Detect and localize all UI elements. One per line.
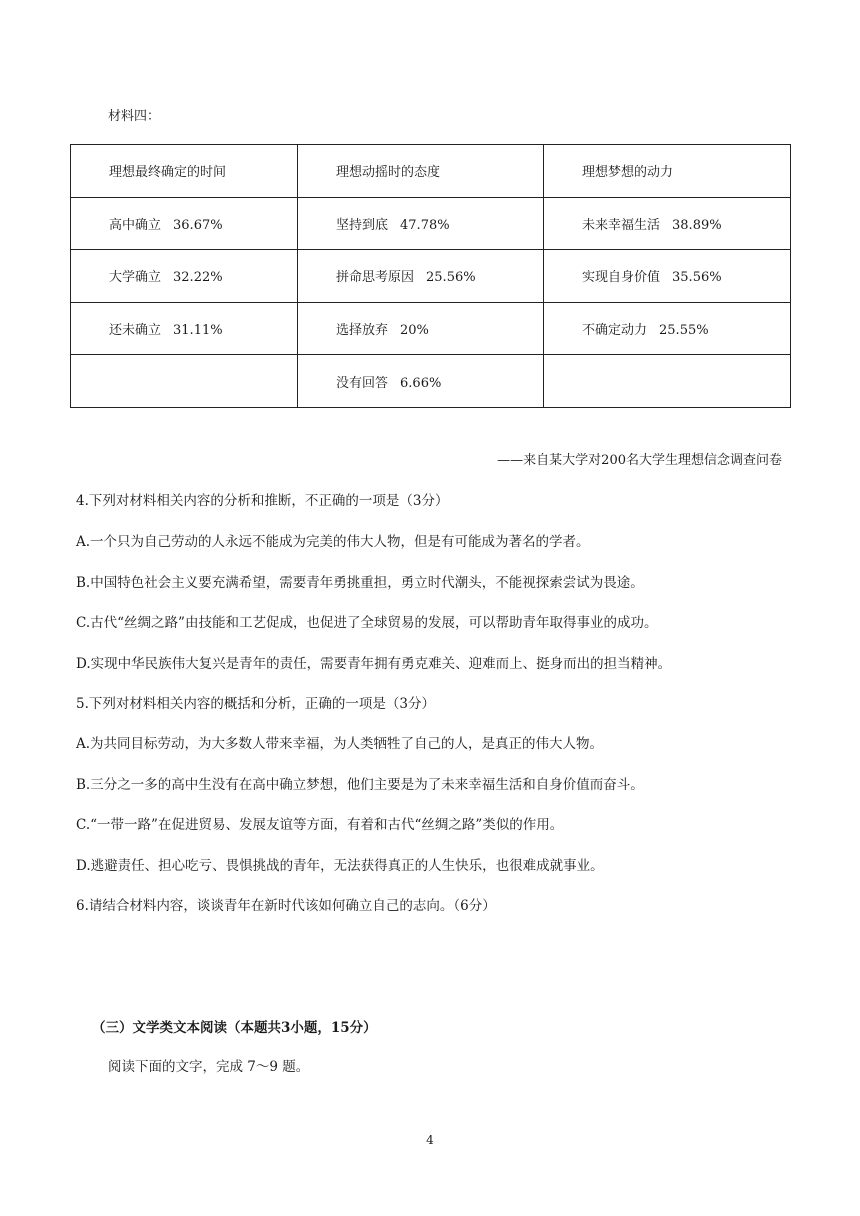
table-row bbox=[71, 197, 791, 250]
question-4-stem: 4.下列对材料相关内容的分析和推断，不正确的一项是（3分） bbox=[76, 493, 449, 509]
cell-text: 拼命思考原因 bbox=[336, 270, 415, 286]
table-source: ——来自某大学对200名大学生理想信念调查问卷 bbox=[497, 453, 782, 468]
reading-instruction: 阅读下面的文字，完成 7～9 题。 bbox=[108, 1059, 310, 1075]
question-5-option-b: B.三分之一多的高中生没有在高中确立梦想，他们主要是为了未来幸福生活和自身价值而奋斗。 bbox=[76, 777, 644, 793]
table-cell bbox=[544, 302, 791, 355]
table-row bbox=[71, 250, 791, 303]
cell-value: 25.55% bbox=[659, 323, 709, 339]
cell-value: 38.89% bbox=[672, 217, 722, 233]
cell-value: 35.56% bbox=[672, 270, 722, 286]
table-header-cell: 理想梦想的动力 bbox=[544, 145, 791, 198]
table-row bbox=[71, 302, 791, 355]
table-cell bbox=[298, 302, 544, 355]
question-4-option-a: A.一个只为自己劳动的人永远不能成为完美的伟大人物，但是有可能成为著名的学者。 bbox=[76, 534, 590, 550]
cell-value: 20% bbox=[400, 323, 429, 339]
cell-value: 32.22% bbox=[173, 270, 223, 286]
cell-text: 未来幸福生活 bbox=[582, 217, 661, 233]
cell-text: 实现自身价值 bbox=[582, 270, 661, 286]
table-cell bbox=[71, 250, 298, 303]
cell-value: 31.11% bbox=[173, 323, 223, 339]
question-6-stem: 6.请结合材料内容，谈谈青年在新时代该如何确立自己的志向。（6分） bbox=[76, 898, 496, 914]
table-cell bbox=[544, 355, 791, 408]
table-header-row bbox=[71, 145, 791, 198]
table-cell bbox=[544, 250, 791, 303]
table-cell bbox=[298, 197, 544, 250]
question-5-option-d: D.逃避责任、担心吃亏、畏惧挑战的青年，无法获得真正的人生快乐，也很难成就事业。 bbox=[76, 858, 604, 874]
question-4-option-b: B.中国特色社会主义要充满希望，需要青年勇挑重担，勇立时代潮头，不能视探索尝试为畏途。 bbox=[76, 575, 644, 591]
cell-value: 47.78% bbox=[400, 217, 450, 233]
survey-table bbox=[70, 144, 791, 408]
table-header-cell: 理想动摇时的态度 bbox=[298, 145, 544, 198]
table-cell bbox=[298, 250, 544, 303]
cell-text: 坚持到底 bbox=[336, 217, 389, 233]
cell-text: 不确定动力 bbox=[582, 323, 648, 339]
table-cell bbox=[71, 355, 298, 408]
question-5-stem: 5.下列对材料相关内容的概括和分析，正确的一项是（3分） bbox=[76, 696, 435, 712]
page-number: 4 bbox=[426, 1133, 434, 1147]
question-4-option-c: C.古代“丝绸之路”由技能和工艺促成，也促进了全球贸易的发展，可以帮助青年取得事业的成功。 bbox=[76, 615, 658, 631]
table-cell bbox=[71, 302, 298, 355]
cell-value: 25.56% bbox=[426, 270, 476, 286]
cell-text: 还未确立 bbox=[109, 323, 162, 339]
cell-value: 6.66% bbox=[400, 375, 442, 391]
material-label: 材料四： bbox=[108, 109, 161, 124]
cell-text: 高中确立 bbox=[109, 217, 162, 233]
cell-text: 没有回答 bbox=[336, 375, 389, 391]
table-cell bbox=[298, 355, 544, 408]
cell-text: 大学确立 bbox=[109, 270, 162, 286]
section-title: （三）文学类文本阅读（本题共3小题，15分） bbox=[92, 1020, 377, 1036]
cell-text: 选择放弃 bbox=[336, 323, 389, 339]
cell-value: 36.67% bbox=[173, 217, 223, 233]
table-row bbox=[71, 355, 791, 408]
table-cell bbox=[544, 197, 791, 250]
table-cell bbox=[71, 197, 298, 250]
table-header-cell: 理想最终确定的时间 bbox=[71, 145, 298, 198]
question-5-option-a: A.为共同目标劳动，为大多数人带来幸福，为人类牺牲了自己的人，是真正的伟大人物。 bbox=[76, 736, 604, 752]
question-4-option-d: D.实现中华民族伟大复兴是青年的责任，需要青年拥有勇克难关、迎难而上、挺身而出的担当精神。 bbox=[76, 656, 672, 672]
question-5-option-c: C.“一带一路”在促进贸易、发展友谊等方面，有着和古代“丝绸之路”类似的作用。 bbox=[76, 817, 564, 833]
